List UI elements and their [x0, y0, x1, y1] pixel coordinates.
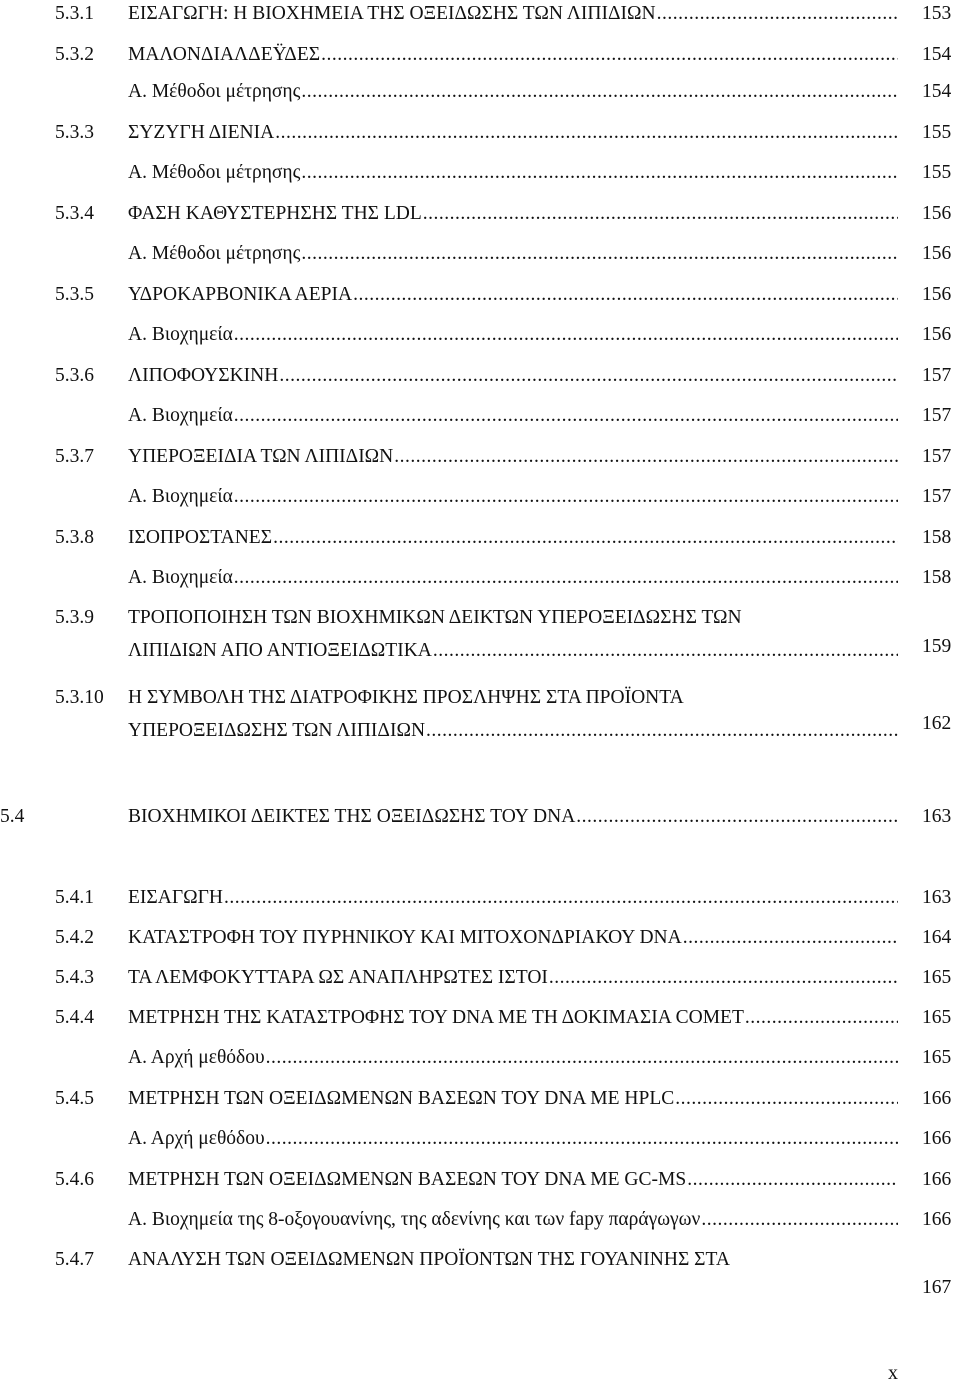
- toc-title-wrap: [128, 1168, 898, 1192]
- toc-number: 5.4.1: [55, 887, 94, 908]
- toc-title-line2: ΛΙΠΙΔΙΩΝ ΑΠΟ ΑΝΤΙΟΞΕΙΔΩΤΙΚΑ: [128, 640, 432, 661]
- toc-title: ΒΙΟΧΗΜΙΚΟΙ ΔΕΙΚΤΕΣ ΤΗΣ ΟΞΕΙΔΩΣΗΣ ΤΟΥ DNA: [128, 806, 576, 827]
- toc-title-wrap: [128, 1208, 898, 1232]
- toc-page: 154: [922, 81, 952, 102]
- toc-title-wrap: [128, 966, 898, 990]
- toc-number: 5.3.2: [55, 44, 94, 65]
- toc-number: 5.3.9: [55, 607, 94, 628]
- toc-page: 167: [922, 1277, 952, 1298]
- toc-number: 5.4.4: [55, 1007, 94, 1028]
- toc-title: ΛΙΠΟΦΟΥΣΚΙΝΗ: [128, 365, 279, 386]
- toc-number: 5.4.5: [55, 1088, 94, 1109]
- toc-page: 158: [922, 527, 952, 548]
- toc-page: 157: [922, 486, 952, 507]
- toc-title-wrap: [128, 43, 898, 67]
- toc-title: ΕΙΣΑΓΩΓΗ: Η ΒΙΟΧΗΜΕΙΑ ΤΗΣ ΟΞΕΙΔΩΣΗΣ ΤΩΝ ΛΙΠΙΔΙΩΝ: [128, 3, 656, 24]
- toc-title: ΚΑΤΑΣΤΡΟΦΗ ΤΟΥ ΠΥΡΗΝΙΚΟΥ ΚΑΙ ΜΙΤΟΧΟΝΔΡΙΑΚΟΥ DNA: [128, 927, 682, 948]
- toc-title: ΥΔΡΟΚΑΡΒΟΝΙΚΑ ΑΕΡΙΑ: [128, 284, 353, 305]
- toc-title: ΜΕΤΡΗΣΗ ΤΩΝ ΟΞΕΙΔΩΜΕΝΩΝ ΒΑΣΕΩΝ ΤΟΥ DNA ΜΕ HPLC: [128, 1088, 675, 1109]
- toc-page: 162: [922, 713, 952, 734]
- toc-title-wrap: [128, 2, 898, 26]
- toc-page: 157: [922, 365, 952, 386]
- toc-number: 5.3.6: [55, 365, 94, 386]
- toc-title-wrap: [128, 639, 898, 663]
- toc-title-wrap: [128, 161, 898, 185]
- toc-title-wrap: [128, 364, 898, 388]
- toc-title: ΙΣΟΠΡΟΣΤΑΝΕΣ: [128, 527, 273, 548]
- toc-title: Α. Μέθοδοι μέτρησης: [128, 81, 301, 102]
- toc-title: Α. Βιοχημεία: [128, 324, 233, 345]
- toc-number: 5.4.7: [55, 1249, 94, 1270]
- toc-page: 163: [922, 887, 952, 908]
- toc-page: 153: [922, 3, 952, 24]
- toc-title: ΜΕΤΡΗΣΗ ΤΗΣ ΚΑΤΑΣΤΡΟΦΗΣ ΤΟΥ DNA ΜΕ ΤΗ ΔΟΚΙΜΑΣΙΑ COMET: [128, 1007, 744, 1028]
- toc-title-wrap: [128, 805, 898, 829]
- toc-title-wrap: [128, 202, 898, 226]
- toc-title-wrap: [128, 283, 898, 307]
- toc-page: 156: [922, 203, 952, 224]
- toc-title: Α. Αρχή μεθόδου: [128, 1128, 265, 1149]
- toc-page: 166: [922, 1128, 952, 1149]
- toc-page: 164: [922, 927, 952, 948]
- toc-title: ΤΑ ΛΕΜΦΟΚΥΤΤΑΡΑ ΩΣ ΑΝΑΠΛΗΡΩΤΕΣ ΙΣΤΟΙ: [128, 967, 548, 988]
- toc-number: 5.4.3: [55, 967, 94, 988]
- toc-page: 165: [922, 1047, 952, 1068]
- toc-page: 157: [922, 446, 952, 467]
- toc-title-wrap: [128, 445, 898, 469]
- toc-page: 165: [922, 1007, 952, 1028]
- toc-title: Α. Αρχή μεθόδου: [128, 1047, 265, 1068]
- page-footer-number: x: [888, 1362, 898, 1384]
- toc-page: 163: [922, 806, 952, 827]
- toc-title-wrap: [128, 526, 898, 550]
- toc-title-wrap: [128, 485, 898, 509]
- toc-title-wrap: [128, 886, 898, 910]
- toc-number: 5.3.4: [55, 203, 94, 224]
- toc-page: 155: [922, 162, 952, 183]
- toc-page: 155: [922, 122, 952, 143]
- toc-title: Α. Βιοχημεία: [128, 486, 233, 507]
- toc-page: 157: [922, 405, 952, 426]
- toc-title-wrap: [128, 719, 898, 743]
- toc-title-wrap: [128, 323, 898, 347]
- toc-title-line1: ΤΡΟΠΟΠΟΙΗΣΗ ΤΩΝ ΒΙΟΧΗΜΙΚΩΝ ΔΕΙΚΤΩΝ ΥΠΕΡΟΞΕΙΔΩΣΗΣ ΤΩΝ: [128, 607, 742, 628]
- toc-page: 158: [922, 567, 952, 588]
- toc-title: ΕΙΣΑΓΩΓΗ: [128, 887, 223, 908]
- toc-title: ΦΑΣΗ ΚΑΘΥΣΤΕΡΗΣΗΣ ΤΗΣ LDL: [128, 203, 422, 224]
- toc-title: ΣΥΖΥΓΗ ΔΙΕΝΙΑ: [128, 122, 275, 143]
- toc-title: Α. Μέθοδοι μέτρησης: [128, 162, 301, 183]
- toc-title: ΜΑΛΟΝΔΙΑΛΔΕΫΔΕΣ: [128, 44, 321, 65]
- toc-number: 5.3.3: [55, 122, 94, 143]
- toc-page: 166: [922, 1209, 952, 1230]
- toc-title-line1: ΑΝΑΛΥΣΗ ΤΩΝ ΟΞΕΙΔΩΜΕΝΩΝ ΠΡΟΪΟΝΤΩΝ ΤΗΣ ΓΟΥΑΝΙΝΗΣ ΣΤΑ: [128, 1249, 730, 1270]
- toc-title: Α. Βιοχημεία: [128, 405, 233, 426]
- toc-number: 5.4: [0, 806, 25, 827]
- toc-title-wrap: [128, 121, 898, 145]
- toc-page: 166: [922, 1088, 952, 1109]
- toc-page: 156: [922, 324, 952, 345]
- toc-page: 156: [922, 243, 952, 264]
- toc-number: 5.3.1: [55, 3, 94, 24]
- toc-title-wrap: [128, 242, 898, 266]
- toc-title-line1: Η ΣΥΜΒΟΛΗ ΤΗΣ ΔΙΑΤΡΟΦΙΚΗΣ ΠΡΟΣΛΗΨΗΣ ΣΤΑ ΠΡΟΪΟΝΤΑ: [128, 687, 684, 708]
- toc-title: Α. Βιοχημεία της 8-οξογουανίνης, της αδενίνης και των fapy παράγωγων: [128, 1209, 701, 1230]
- toc-number: 5.3.5: [55, 284, 94, 305]
- toc-title: ΥΠΕΡΟΞΕΙΔΙΑ ΤΩΝ ΛΙΠΙΔΙΩΝ: [128, 446, 394, 467]
- toc-title-wrap: [128, 926, 898, 950]
- toc-page: 156: [922, 284, 952, 305]
- toc-title-wrap: [128, 1006, 898, 1030]
- toc-title: ΜΕΤΡΗΣΗ ΤΩΝ ΟΞΕΙΔΩΜΕΝΩΝ ΒΑΣΕΩΝ ΤΟΥ DNA ΜΕ GC-MS: [128, 1169, 687, 1190]
- toc-title: Α. Μέθοδοι μέτρησης: [128, 243, 301, 264]
- toc-title-wrap: [128, 1087, 898, 1111]
- toc-number: 5.3.10: [55, 687, 104, 708]
- toc-title-line2: ΥΠΕΡΟΞΕΙΔΩΣΗΣ ΤΩΝ ΛΙΠΙΔΙΩΝ: [128, 720, 426, 741]
- toc-number: 5.3.7: [55, 446, 94, 467]
- toc-title-wrap: [128, 566, 898, 590]
- toc-page: 154: [922, 44, 952, 65]
- toc-number: 5.4.2: [55, 927, 94, 948]
- toc-number: 5.4.6: [55, 1169, 94, 1190]
- toc-title-wrap: [128, 1127, 898, 1151]
- toc-page: 159: [922, 636, 952, 657]
- toc-title-wrap: [128, 404, 898, 428]
- toc-title-wrap: [128, 80, 898, 104]
- toc-title-wrap: [128, 1046, 898, 1070]
- toc-title: Α. Βιοχημεία: [128, 567, 233, 588]
- toc-page: 166: [922, 1169, 952, 1190]
- toc-page: 165: [922, 967, 952, 988]
- toc-number: 5.3.8: [55, 527, 94, 548]
